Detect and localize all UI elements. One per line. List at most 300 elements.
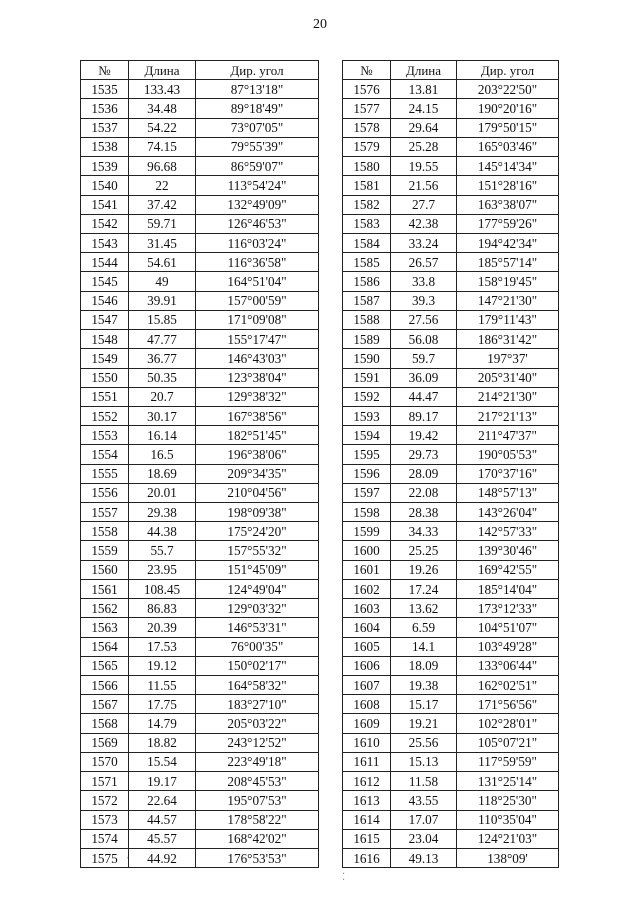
cell-angle: 195°07'53" xyxy=(196,791,319,810)
header-length: Длина xyxy=(129,61,196,80)
cell-number: 1551 xyxy=(81,387,129,406)
cell-length: 25.28 xyxy=(391,137,457,156)
cell-length: 47.77 xyxy=(129,330,196,349)
cell-number: 1564 xyxy=(81,637,129,656)
cell-length: 34.48 xyxy=(129,99,196,118)
cell-angle: 157°00'59" xyxy=(196,291,319,310)
cell-length: 13.62 xyxy=(391,599,457,618)
page-number: 20 xyxy=(313,17,327,32)
cell-length: 15.54 xyxy=(129,752,196,771)
cell-length: 17.07 xyxy=(391,810,457,829)
cell-angle: 117°59'59" xyxy=(457,752,559,771)
cell-number: 1567 xyxy=(81,695,129,714)
cell-length: 11.58 xyxy=(391,772,457,791)
cell-number: 1592 xyxy=(343,387,391,406)
cell-length: 49.13 xyxy=(391,848,457,867)
cell-number: 1572 xyxy=(81,791,129,810)
table-row xyxy=(343,656,559,675)
cell-length: 24.15 xyxy=(391,99,457,118)
cell-angle: 129°38'32" xyxy=(196,387,319,406)
table-row xyxy=(81,137,319,156)
coordinates-table-left xyxy=(80,60,319,868)
cell-angle: 183°27'10" xyxy=(196,695,319,714)
cell-length: 86.83 xyxy=(129,599,196,618)
cell-length: 30.17 xyxy=(129,406,196,425)
cell-angle: 151°45'09" xyxy=(196,560,319,579)
cell-number: 1610 xyxy=(343,733,391,752)
cell-angle: 194°42'34" xyxy=(457,233,559,252)
table-row xyxy=(343,579,559,598)
cell-angle: 205°31'40" xyxy=(457,368,559,387)
table-row xyxy=(343,272,559,291)
cell-angle: 124°49'04" xyxy=(196,579,319,598)
table-row xyxy=(343,522,559,541)
cell-number: 1543 xyxy=(81,233,129,252)
header-angle: Дир. угол xyxy=(196,61,319,80)
cell-angle: 162°02'51" xyxy=(457,676,559,695)
table-row xyxy=(81,330,319,349)
cell-length: 20.39 xyxy=(129,618,196,637)
cell-angle: 146°53'31" xyxy=(196,618,319,637)
table-row xyxy=(343,733,559,752)
cell-angle: 168°42'02" xyxy=(196,829,319,848)
cell-number: 1609 xyxy=(343,714,391,733)
cell-length: 44.92 xyxy=(129,848,196,867)
cell-length: 36.77 xyxy=(129,349,196,368)
cell-number: 1602 xyxy=(343,579,391,598)
cell-length: 45.57 xyxy=(129,829,196,848)
cell-number: 1547 xyxy=(81,310,129,329)
cell-length: 15.85 xyxy=(129,310,196,329)
cell-number: 1556 xyxy=(81,483,129,502)
cell-angle: 126°46'53" xyxy=(196,214,319,233)
cell-number: 1555 xyxy=(81,464,129,483)
cell-angle: 197°37' xyxy=(457,349,559,368)
table-row xyxy=(81,253,319,272)
cell-length: 54.61 xyxy=(129,253,196,272)
table-row xyxy=(343,618,559,637)
table-row xyxy=(343,368,559,387)
cell-number: 1596 xyxy=(343,464,391,483)
cell-length: 27.56 xyxy=(391,310,457,329)
table-header-row xyxy=(81,61,319,80)
cell-angle: 167°38'56" xyxy=(196,406,319,425)
table-row xyxy=(81,772,319,791)
cell-number: 1574 xyxy=(81,829,129,848)
coordinates-table-right xyxy=(342,60,559,868)
cell-angle: 138°09' xyxy=(457,848,559,867)
cell-length: 59.71 xyxy=(129,214,196,233)
cell-angle: 190°20'16" xyxy=(457,99,559,118)
cell-length: 15.17 xyxy=(391,695,457,714)
cell-angle: 155°17'47" xyxy=(196,330,319,349)
cell-angle: 146°43'03" xyxy=(196,349,319,368)
cell-length: 18.69 xyxy=(129,464,196,483)
cell-length: 13.81 xyxy=(391,80,457,99)
cell-length: 27.7 xyxy=(391,195,457,214)
cell-angle: 158°19'45" xyxy=(457,272,559,291)
cell-angle: 104°51'07" xyxy=(457,618,559,637)
cell-number: 1611 xyxy=(343,752,391,771)
cell-length: 22.64 xyxy=(129,791,196,810)
cell-number: 1598 xyxy=(343,503,391,522)
table-row xyxy=(343,829,559,848)
cell-length: 55.7 xyxy=(129,541,196,560)
table-row xyxy=(81,656,319,675)
table-row xyxy=(343,157,559,176)
cell-length: 26.57 xyxy=(391,253,457,272)
cell-length: 59.7 xyxy=(391,349,457,368)
cell-length: 31.45 xyxy=(129,233,196,252)
cell-angle: 124°21'03" xyxy=(457,829,559,848)
cell-length: 25.25 xyxy=(391,541,457,560)
cell-length: 33.24 xyxy=(391,233,457,252)
cell-angle: 198°09'38" xyxy=(196,503,319,522)
table-row xyxy=(81,522,319,541)
cell-angle: 175°24'20" xyxy=(196,522,319,541)
cell-number: 1581 xyxy=(343,176,391,195)
cell-number: 1605 xyxy=(343,637,391,656)
scan-speck: ⁚ xyxy=(342,872,346,883)
cell-number: 1614 xyxy=(343,810,391,829)
cell-number: 1593 xyxy=(343,406,391,425)
cell-length: 25.56 xyxy=(391,733,457,752)
table-row xyxy=(343,791,559,810)
table-row xyxy=(343,118,559,137)
cell-number: 1607 xyxy=(343,676,391,695)
table-row xyxy=(343,503,559,522)
cell-number: 1613 xyxy=(343,791,391,810)
cell-number: 1590 xyxy=(343,349,391,368)
table-row xyxy=(343,426,559,445)
cell-number: 1579 xyxy=(343,137,391,156)
cell-angle: 208°45'53" xyxy=(196,772,319,791)
cell-length: 29.38 xyxy=(129,503,196,522)
header-length: Длина xyxy=(391,61,457,80)
cell-length: 21.56 xyxy=(391,176,457,195)
cell-length: 54.22 xyxy=(129,118,196,137)
cell-angle: 210°04'56" xyxy=(196,483,319,502)
cell-length: 14.79 xyxy=(129,714,196,733)
table-row xyxy=(343,695,559,714)
cell-number: 1546 xyxy=(81,291,129,310)
table-row xyxy=(81,157,319,176)
cell-length: 23.95 xyxy=(129,560,196,579)
cell-length: 19.38 xyxy=(391,676,457,695)
header-number: № xyxy=(343,61,391,80)
cell-length: 19.55 xyxy=(391,157,457,176)
cell-length: 16.14 xyxy=(129,426,196,445)
cell-angle: 209°34'35" xyxy=(196,464,319,483)
cell-angle: 205°03'22" xyxy=(196,714,319,733)
table-row xyxy=(343,560,559,579)
table-row xyxy=(81,752,319,771)
table-row xyxy=(343,349,559,368)
cell-number: 1604 xyxy=(343,618,391,637)
cell-angle: 196°38'06" xyxy=(196,445,319,464)
cell-angle: 131°25'14" xyxy=(457,772,559,791)
table-row xyxy=(343,676,559,695)
cell-length: 56.08 xyxy=(391,330,457,349)
cell-angle: 116°36'58" xyxy=(196,253,319,272)
cell-number: 1600 xyxy=(343,541,391,560)
cell-length: 15.13 xyxy=(391,752,457,771)
cell-number: 1550 xyxy=(81,368,129,387)
cell-angle: 150°02'17" xyxy=(196,656,319,675)
cell-length: 44.38 xyxy=(129,522,196,541)
cell-length: 18.82 xyxy=(129,733,196,752)
table-row xyxy=(81,483,319,502)
cell-number: 1568 xyxy=(81,714,129,733)
cell-angle: 217°21'13" xyxy=(457,406,559,425)
cell-angle: 164°51'04" xyxy=(196,272,319,291)
cell-number: 1608 xyxy=(343,695,391,714)
cell-angle: 171°09'08" xyxy=(196,310,319,329)
cell-length: 20.01 xyxy=(129,483,196,502)
cell-angle: 118°25'30" xyxy=(457,791,559,810)
table-row xyxy=(81,195,319,214)
cell-number: 1588 xyxy=(343,310,391,329)
cell-number: 1612 xyxy=(343,772,391,791)
cell-angle: 179°11'43" xyxy=(457,310,559,329)
table-row xyxy=(81,829,319,848)
cell-length: 20.7 xyxy=(129,387,196,406)
cell-angle: 178°58'22" xyxy=(196,810,319,829)
cell-length: 17.53 xyxy=(129,637,196,656)
cell-angle: 185°14'04" xyxy=(457,579,559,598)
table-row xyxy=(81,810,319,829)
cell-length: 17.24 xyxy=(391,579,457,598)
table-row xyxy=(81,714,319,733)
cell-number: 1565 xyxy=(81,656,129,675)
cell-length: 22.08 xyxy=(391,483,457,502)
cell-number: 1586 xyxy=(343,272,391,291)
cell-length: 29.73 xyxy=(391,445,457,464)
cell-angle: 145°14'34" xyxy=(457,157,559,176)
table-row xyxy=(81,848,319,867)
cell-number: 1595 xyxy=(343,445,391,464)
cell-angle: 170°37'16" xyxy=(457,464,559,483)
cell-angle: 186°31'42" xyxy=(457,330,559,349)
cell-number: 1589 xyxy=(343,330,391,349)
cell-number: 1594 xyxy=(343,426,391,445)
cell-number: 1582 xyxy=(343,195,391,214)
table-row xyxy=(81,233,319,252)
table-row xyxy=(343,541,559,560)
cell-angle: 173°12'33" xyxy=(457,599,559,618)
cell-length: 133.43 xyxy=(129,80,196,99)
cell-angle: 151°28'16" xyxy=(457,176,559,195)
table-row xyxy=(343,752,559,771)
cell-angle: 171°56'56" xyxy=(457,695,559,714)
cell-number: 1560 xyxy=(81,560,129,579)
cell-length: 74.15 xyxy=(129,137,196,156)
cell-length: 44.57 xyxy=(129,810,196,829)
cell-length: 49 xyxy=(129,272,196,291)
cell-number: 1576 xyxy=(343,80,391,99)
cell-angle: 214°21'30" xyxy=(457,387,559,406)
cell-length: 19.42 xyxy=(391,426,457,445)
table-row xyxy=(343,848,559,867)
table-row xyxy=(343,310,559,329)
cell-length: 16.5 xyxy=(129,445,196,464)
cell-number: 1561 xyxy=(81,579,129,598)
cell-angle: 133°06'44" xyxy=(457,656,559,675)
cell-length: 11.55 xyxy=(129,676,196,695)
table-row xyxy=(81,406,319,425)
cell-number: 1562 xyxy=(81,599,129,618)
cell-length: 36.09 xyxy=(391,368,457,387)
cell-angle: 243°12'52" xyxy=(196,733,319,752)
cell-number: 1569 xyxy=(81,733,129,752)
cell-number: 1538 xyxy=(81,137,129,156)
cell-number: 1577 xyxy=(343,99,391,118)
cell-angle: 105°07'21" xyxy=(457,733,559,752)
cell-angle: 116°03'24" xyxy=(196,233,319,252)
cell-length: 37.42 xyxy=(129,195,196,214)
cell-length: 19.12 xyxy=(129,656,196,675)
cell-length: 14.1 xyxy=(391,637,457,656)
cell-number: 1587 xyxy=(343,291,391,310)
cell-angle: 211°47'37" xyxy=(457,426,559,445)
cell-number: 1616 xyxy=(343,848,391,867)
cell-length: 28.38 xyxy=(391,503,457,522)
table-row xyxy=(81,676,319,695)
cell-number: 1566 xyxy=(81,676,129,695)
cell-length: 50.35 xyxy=(129,368,196,387)
cell-number: 1558 xyxy=(81,522,129,541)
cell-length: 108.45 xyxy=(129,579,196,598)
cell-angle: 110°35'04" xyxy=(457,810,559,829)
table-row xyxy=(81,503,319,522)
table-row xyxy=(343,330,559,349)
cell-number: 1540 xyxy=(81,176,129,195)
cell-number: 1578 xyxy=(343,118,391,137)
cell-angle: 157°55'32" xyxy=(196,541,319,560)
table-row xyxy=(81,733,319,752)
cell-length: 6.59 xyxy=(391,618,457,637)
cell-angle: 79°55'39" xyxy=(196,137,319,156)
cell-angle: 132°49'09" xyxy=(196,195,319,214)
table-row xyxy=(343,810,559,829)
cell-number: 1548 xyxy=(81,330,129,349)
cell-length: 23.04 xyxy=(391,829,457,848)
cell-number: 1584 xyxy=(343,233,391,252)
table-row xyxy=(81,637,319,656)
cell-number: 1541 xyxy=(81,195,129,214)
cell-number: 1583 xyxy=(343,214,391,233)
table-row xyxy=(81,99,319,118)
table-row xyxy=(81,80,319,99)
table-row xyxy=(343,214,559,233)
cell-number: 1549 xyxy=(81,349,129,368)
table-row xyxy=(343,80,559,99)
cell-length: 44.47 xyxy=(391,387,457,406)
table-header-row xyxy=(343,61,559,80)
table-row xyxy=(343,137,559,156)
cell-angle: 223°49'18" xyxy=(196,752,319,771)
table-row xyxy=(343,445,559,464)
cell-number: 1544 xyxy=(81,253,129,272)
cell-angle: 163°38'07" xyxy=(457,195,559,214)
cell-number: 1599 xyxy=(343,522,391,541)
cell-number: 1580 xyxy=(343,157,391,176)
cell-angle: 103°49'28" xyxy=(457,637,559,656)
cell-angle: 165°03'46" xyxy=(457,137,559,156)
cell-number: 1545 xyxy=(81,272,129,291)
cell-angle: 169°42'55" xyxy=(457,560,559,579)
cell-number: 1597 xyxy=(343,483,391,502)
table-row xyxy=(81,426,319,445)
cell-number: 1537 xyxy=(81,118,129,137)
cell-length: 28.09 xyxy=(391,464,457,483)
cell-number: 1539 xyxy=(81,157,129,176)
table-row xyxy=(81,118,319,137)
cell-number: 1559 xyxy=(81,541,129,560)
cell-angle: 102°28'01" xyxy=(457,714,559,733)
cell-length: 39.3 xyxy=(391,291,457,310)
cell-length: 29.64 xyxy=(391,118,457,137)
cell-number: 1606 xyxy=(343,656,391,675)
cell-number: 1615 xyxy=(343,829,391,848)
cell-angle: 179°50'15" xyxy=(457,118,559,137)
cell-angle: 123°38'04" xyxy=(196,368,319,387)
table-row xyxy=(81,387,319,406)
table-row xyxy=(81,560,319,579)
table-row xyxy=(81,618,319,637)
table-row xyxy=(81,368,319,387)
cell-number: 1557 xyxy=(81,503,129,522)
cell-number: 1554 xyxy=(81,445,129,464)
cell-angle: 182°51'45" xyxy=(196,426,319,445)
cell-angle: 203°22'50" xyxy=(457,80,559,99)
cell-number: 1601 xyxy=(343,560,391,579)
cell-length: 33.8 xyxy=(391,272,457,291)
cell-number: 1553 xyxy=(81,426,129,445)
table-row xyxy=(81,445,319,464)
table-row xyxy=(343,406,559,425)
cell-number: 1542 xyxy=(81,214,129,233)
table-row xyxy=(343,233,559,252)
table-row xyxy=(81,695,319,714)
scan-speck: ˌ xyxy=(126,848,130,859)
cell-length: 96.68 xyxy=(129,157,196,176)
cell-number: 1563 xyxy=(81,618,129,637)
cell-angle: 86°59'07" xyxy=(196,157,319,176)
table-row xyxy=(81,349,319,368)
cell-length: 39.91 xyxy=(129,291,196,310)
table-row xyxy=(81,599,319,618)
table-row xyxy=(81,291,319,310)
cell-number: 1573 xyxy=(81,810,129,829)
cell-number: 1603 xyxy=(343,599,391,618)
cell-number: 1570 xyxy=(81,752,129,771)
table-body-right xyxy=(343,80,559,868)
table-row xyxy=(343,195,559,214)
cell-length: 42.38 xyxy=(391,214,457,233)
table-row xyxy=(81,272,319,291)
table-row xyxy=(343,464,559,483)
header-number: № xyxy=(81,61,129,80)
cell-angle: 76°00'35" xyxy=(196,637,319,656)
table-row xyxy=(81,464,319,483)
table-row xyxy=(343,483,559,502)
table-row xyxy=(343,772,559,791)
table-row xyxy=(81,214,319,233)
cell-number: 1591 xyxy=(343,368,391,387)
cell-number: 1575 xyxy=(81,848,129,867)
cell-angle: 148°57'13" xyxy=(457,483,559,502)
